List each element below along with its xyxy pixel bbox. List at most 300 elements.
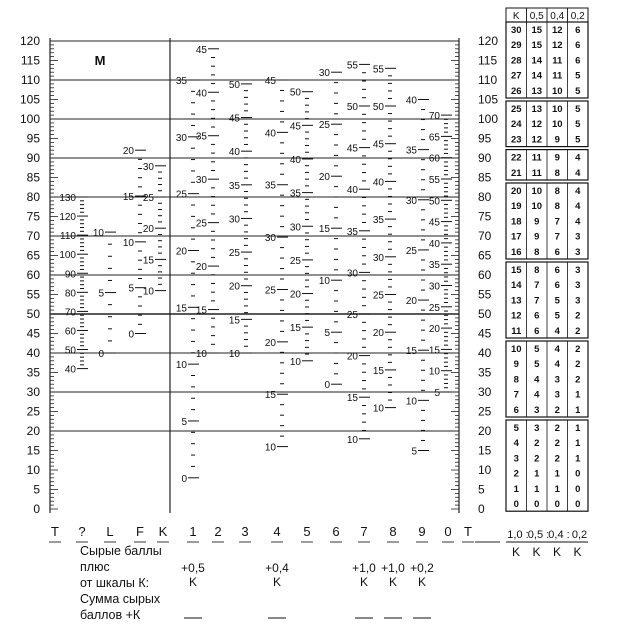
s8-scale-value: 50	[372, 102, 384, 113]
s3-scale-mark	[229, 248, 252, 279]
k-table-cell: 11	[531, 152, 542, 164]
k-table-cell: 9	[554, 152, 560, 164]
k-table-cell: 23	[510, 134, 522, 146]
s0-scale-mark	[429, 175, 452, 196]
footer-sum-line2: баллов +К	[80, 608, 141, 622]
column-label: 0	[444, 524, 452, 539]
s8-scale-value: 35	[372, 215, 384, 227]
k-table-cell: 1	[554, 483, 560, 495]
s2-scale-value: 25	[195, 218, 207, 230]
k-table-cell: 4	[534, 374, 540, 386]
k-table-cell: 1	[554, 468, 560, 480]
s3-scale-value: 20	[228, 281, 240, 293]
s2-scale-value: 45	[195, 44, 207, 56]
s7-scale-value: 15	[346, 393, 358, 405]
k-table-cell: 1	[575, 453, 581, 465]
s7-scale-mark	[347, 352, 370, 389]
footer-raw-scores	[80, 544, 162, 622]
s5-scale-mark	[290, 155, 313, 186]
scale-label-right: 0	[478, 502, 485, 516]
k-table-cell: 2	[575, 325, 581, 337]
s5-scale-mark	[290, 189, 313, 220]
k-table-cell: 30	[510, 25, 522, 36]
k-table-cell: 12	[510, 310, 522, 322]
k-table-cell: 4	[554, 344, 560, 355]
scale-label-right: 90	[478, 151, 492, 165]
k-table-cell: 1	[575, 438, 581, 450]
k-table-header: 0,2	[570, 11, 585, 22]
k-table-cell: 5	[575, 104, 581, 115]
k-table-cell: 7	[554, 231, 560, 243]
scale-label-right: 30	[478, 385, 492, 399]
s8-scale-value: 45	[372, 139, 384, 151]
s4-scale-value: 15	[264, 390, 276, 402]
k-table-cell: 5	[534, 359, 540, 371]
scale-label-right: 10	[478, 463, 492, 477]
s7-scale-value: 35	[346, 226, 358, 238]
k-scale-mark	[143, 255, 166, 284]
k-table-cell: 10	[551, 104, 563, 115]
k-table-cell: 3	[575, 280, 581, 292]
s5-scale-mark	[290, 121, 313, 152]
s0-scale-mark	[429, 324, 452, 345]
scale-label-right: 5	[478, 482, 485, 497]
s3-scale-value: 10	[228, 349, 240, 360]
s9-scale-mark	[406, 146, 429, 190]
s1-scale-mark	[176, 76, 199, 125]
s8-scale-mark	[373, 291, 396, 325]
s0-scale-value: 10	[428, 366, 440, 378]
s9-scale-value: 30	[405, 195, 417, 207]
s7-scale-mark	[347, 144, 370, 181]
s7-scale-value: 30	[346, 268, 358, 280]
footer-raw-line3: от шкалы К:	[80, 576, 150, 590]
s5-scale-value: 10	[289, 356, 301, 368]
s6-scale-mark	[319, 224, 342, 270]
s8-scale-value: 25	[372, 290, 384, 302]
k-table-cell: 0	[575, 499, 581, 510]
s5-scale-mark	[290, 323, 313, 354]
k-table-cell: 12	[531, 134, 543, 146]
k-table-cell: 2	[575, 344, 581, 355]
s5-scale-value: 15	[289, 323, 301, 335]
k-scale-value: 25	[142, 193, 154, 204]
s2-scale-value: 10	[195, 349, 207, 360]
scale-label-right: 35	[478, 365, 492, 380]
k-table-cell: 11	[552, 70, 563, 82]
plus-k-letter: K	[417, 575, 427, 589]
k-table-cell: 8	[513, 374, 519, 386]
s4-scale-mark	[265, 233, 288, 279]
s9-scale-value: 35	[405, 145, 417, 157]
scale-label-left: 120	[19, 34, 40, 48]
k-table-cell: 0	[534, 499, 540, 510]
plus-k-letter: K	[272, 575, 282, 589]
s0-scale-mark	[429, 282, 452, 303]
column-label: 3	[241, 524, 249, 539]
scale-label-left: 20	[26, 424, 40, 438]
k-table-cell: 2	[575, 374, 581, 386]
scale-label-left: 40	[26, 346, 40, 360]
k-table-cell: 7	[534, 280, 540, 292]
l-scale-value: 10	[92, 228, 104, 240]
s0-scale-value: 55	[428, 175, 440, 186]
k-table-cell: 13	[510, 295, 522, 307]
scale-label-left: 80	[26, 190, 40, 204]
k-table-cell: 22	[510, 152, 522, 164]
k-table-cell: 12	[551, 40, 563, 52]
k-table-cell: 11	[511, 325, 522, 337]
k-table-cell: 20	[510, 186, 522, 197]
scale-label-right: 60	[478, 268, 492, 282]
k-table-cell: 12	[551, 25, 563, 36]
s9-scale-mark	[406, 196, 429, 240]
k-table-cell: 4	[534, 389, 540, 401]
plus-k-letter: K	[188, 575, 198, 589]
f-scale-value: 20	[122, 146, 134, 158]
s0-scale-mark	[429, 196, 452, 217]
s8-scale-value: 10	[372, 403, 384, 415]
column-label: 7	[360, 524, 368, 539]
s9-scale-mark	[406, 96, 429, 140]
scale-label-right: 100	[478, 112, 499, 126]
s6-scale-mark	[319, 276, 342, 322]
column-label: 5	[303, 524, 311, 539]
s7-scale-mark	[347, 435, 370, 446]
s9-scale-mark	[411, 447, 429, 458]
k-table-cell: 4	[513, 438, 519, 450]
scale-label-left: 5	[33, 482, 40, 497]
s3-scale-mark	[229, 315, 252, 346]
k-table-cell: 10	[551, 85, 563, 97]
k-table-cell: 14	[531, 55, 543, 67]
s5-scale-mark	[290, 222, 313, 253]
k-table-cell: 24	[510, 119, 522, 131]
k-table-cell: 9	[513, 359, 519, 371]
s2-scale-value: 35	[195, 131, 207, 143]
k-table-cell: 2	[575, 310, 581, 322]
s4-scale-value: 10	[264, 442, 276, 454]
k-table-cell: 15	[510, 265, 522, 276]
scale-label-right: 50	[478, 307, 492, 321]
scale-label-left: 85	[26, 170, 40, 185]
column-label: F	[136, 524, 144, 539]
s6-scale-mark	[324, 328, 342, 374]
q-scale-value: 90	[64, 269, 76, 281]
scale-label-right: 45	[478, 326, 492, 341]
k-table-cell: 10	[510, 344, 522, 355]
s8-scale-value: 30	[372, 252, 384, 264]
s4-scale-value: 30	[264, 233, 276, 245]
s0-scale-value: 45	[428, 217, 440, 229]
s4-scale-value: 20	[264, 337, 276, 349]
s7-scale-mark	[347, 268, 370, 305]
s7-scale-value: 50	[346, 102, 358, 113]
k-table-cell: 1	[575, 423, 581, 434]
s8-scale-mark	[373, 140, 396, 174]
footer-raw-line2: плюс	[80, 560, 110, 574]
s8-scale-mark	[373, 328, 396, 362]
k-table-cell: 8	[554, 167, 560, 179]
s0-scale-value: 50	[428, 196, 440, 208]
s6-scale-value: 5	[324, 328, 330, 340]
k-table-cell: 5	[575, 85, 581, 97]
k-table-cell: 1	[575, 404, 581, 416]
k-table-cell: 4	[554, 359, 560, 371]
scale-label-left: 105	[19, 92, 40, 107]
s7-scale-mark	[347, 185, 370, 222]
s3-scale-value: 30	[228, 214, 240, 226]
s0-scale-mark	[429, 239, 452, 260]
s7-scale-value: 40	[346, 185, 358, 197]
k-table-cell: 15	[531, 25, 543, 36]
k-table-cell: 10	[531, 186, 543, 197]
s3-scale-mark	[229, 80, 252, 111]
plus-k-letter: K	[388, 575, 398, 589]
s7-scale-mark	[347, 60, 370, 97]
k-ratio-label: 0,2	[571, 529, 588, 541]
s6-scale-mark	[319, 172, 342, 218]
k-table-header: 0,5	[529, 11, 544, 22]
scale-label-left: 110	[20, 73, 40, 87]
s8-scale-mark	[373, 64, 396, 98]
column-label: T	[51, 524, 59, 539]
q-scale-mark	[59, 193, 88, 212]
s9-scale-value: 40	[405, 95, 417, 107]
s1-scale-mark	[181, 474, 199, 485]
s0-scale-mark	[429, 154, 452, 175]
q-scale-value: 60	[64, 326, 76, 338]
s1-scale-mark	[176, 360, 199, 409]
k-table-cell: 1	[513, 483, 519, 495]
k-table-cell: 15	[531, 40, 543, 52]
s6-scale-value: 20	[318, 172, 330, 184]
scale-label-left: 35	[26, 365, 40, 380]
s4-scale-value: 25	[264, 285, 276, 297]
s0-scale-value: 70	[428, 111, 440, 123]
s0-scale-mark	[429, 218, 452, 239]
s4-scale-mark	[265, 181, 288, 227]
s1-scale-value: 25	[175, 189, 187, 201]
s8-scale-value: 40	[372, 177, 384, 189]
l-scale-mark	[98, 349, 116, 360]
scale-label-right: 85	[478, 170, 492, 185]
column-label: 1	[189, 524, 197, 539]
k-scale-mark	[143, 162, 166, 191]
s0-scale-value: 65	[428, 132, 440, 144]
scale-label-right: 115	[478, 53, 498, 68]
k-table-cell: 29	[510, 40, 522, 52]
k-table-cell: 6	[575, 55, 581, 67]
k-table-cell: 12	[531, 119, 543, 131]
s2-scale-mark	[196, 132, 219, 171]
s6-scale-value: 15	[318, 224, 330, 236]
q-scale-mark	[65, 365, 88, 376]
k-table-cell: 0	[575, 483, 581, 495]
k-table-cell: 4	[575, 186, 581, 197]
k-table-header: 0,4	[550, 11, 565, 22]
q-scale-value: 70	[64, 307, 76, 319]
s5-scale-mark	[290, 290, 313, 321]
s4-scale-value: 35	[264, 180, 276, 192]
k-table-cell: 14	[510, 280, 522, 292]
s0-scale-value: 5	[434, 388, 440, 399]
k-table-cell: 7	[534, 295, 540, 307]
k-ratio-label: 0,4 :	[548, 529, 570, 541]
footer-sum-line1: Сумма сырых	[80, 592, 161, 606]
k-table-cell: 17	[510, 231, 522, 243]
s9-scale-value: 20	[405, 296, 417, 308]
l-scale-value: 0	[98, 349, 104, 360]
k-correction-table	[506, 8, 588, 559]
q-scale-mark	[65, 269, 88, 288]
s3-scale-value: 45	[228, 113, 240, 125]
s1-scale-value: 30	[175, 132, 187, 144]
k-table-cell: 3	[513, 453, 519, 465]
s9-scale-mark	[406, 396, 429, 440]
k-table-cell: 11	[552, 55, 563, 67]
k-table-cell: 3	[575, 246, 581, 258]
k-table-cell: 5	[554, 310, 560, 322]
s1-scale-mark	[181, 417, 199, 466]
q-scale-value: 40	[64, 364, 76, 376]
scale-label-right: 40	[478, 346, 492, 360]
k-table-cell: 2	[575, 359, 581, 371]
s7-scale-value: 10	[346, 434, 358, 446]
k-table-cell: 1	[534, 468, 540, 480]
k-table-cell: 21	[510, 167, 522, 179]
k-table-cell: 28	[510, 55, 522, 67]
k-table-cell: 27	[510, 70, 522, 82]
k-table-cell: 8	[534, 265, 540, 276]
f-scale-value: 5	[128, 283, 134, 295]
k-table-cell: 6	[554, 280, 560, 292]
q-scale-mark	[65, 288, 88, 307]
k-table-cell: 13	[531, 85, 543, 97]
s8-scale-mark	[373, 177, 396, 211]
k-table-cell: 11	[531, 167, 542, 179]
k-table-cell: 2	[554, 404, 560, 416]
k-table-cell: 6	[534, 310, 540, 322]
s3-scale-mark	[229, 282, 252, 313]
s1-scale-value: 0	[181, 473, 187, 485]
q-scale-value: 50	[64, 345, 76, 357]
column-label: L	[106, 524, 114, 539]
plus-k-letter: K	[359, 575, 369, 589]
k-ratio-label: 1,0 :	[507, 529, 529, 541]
scale-label-left: 0	[33, 502, 40, 516]
s3-scale-value: 40	[228, 147, 240, 159]
s6-scale-value: 0	[324, 380, 330, 392]
k-table-cell: 2	[554, 438, 560, 450]
q-scale-mark	[60, 231, 88, 250]
s4-scale-mark	[265, 443, 288, 454]
k-table-cell: 3	[575, 231, 581, 243]
k-table-cell: 4	[575, 152, 581, 164]
k-table-cell: 4	[575, 201, 581, 213]
k-table-cell: 1	[534, 483, 540, 495]
s7-scale-value: 20	[346, 351, 358, 363]
scale-label-left: 115	[20, 53, 40, 68]
k-table-cell: 0	[554, 499, 560, 510]
k-ratio-label: 0,5 :	[527, 529, 550, 541]
scale-label-left: 95	[26, 131, 40, 146]
s3-scale-mark	[229, 214, 252, 245]
q-scale-value: 120	[59, 212, 76, 224]
k-table-cell: 5	[575, 119, 581, 131]
s6-scale-mark	[324, 380, 342, 391]
f-scale-value: 10	[122, 237, 134, 249]
k-table-cell: 4	[554, 325, 560, 337]
s0-scale-mark	[429, 111, 452, 132]
s3-scale-mark	[229, 114, 252, 145]
s3-scale-value: 35	[228, 180, 240, 192]
s9-scale-value: 25	[405, 245, 417, 257]
s6-scale-value: 25	[318, 120, 330, 132]
s3-scale-value: 15	[228, 315, 240, 327]
s0-scale-value: 30	[428, 281, 440, 293]
s2-scale-mark	[196, 349, 219, 360]
k-table-cell: 2	[554, 423, 560, 434]
plus-k-value: +0,4	[265, 561, 289, 575]
l-scale-mark	[98, 289, 116, 341]
scale-label-right: 80	[478, 190, 492, 204]
scale-label-left: 50	[26, 307, 40, 321]
k-table-cell: 3	[534, 404, 540, 416]
s9-scale-value: 15	[405, 346, 417, 358]
k-table-cell: 3	[554, 374, 560, 386]
s4-scale-value: 40	[264, 128, 276, 140]
scale-label-left: 25	[26, 404, 40, 419]
column-label: K	[158, 524, 168, 539]
footer-raw-line1: Сырые баллы	[80, 544, 162, 558]
k-table-cell: 7	[554, 216, 560, 228]
plus-k-value: +0,2	[410, 561, 434, 575]
s2-scale-mark	[196, 306, 219, 345]
column-label: T	[464, 524, 472, 539]
k-table-cell: 2	[554, 453, 560, 465]
q-scale-mark	[65, 346, 88, 365]
k-table-cell: 6	[575, 25, 581, 36]
s0-scale-value: 40	[428, 238, 440, 250]
scale-label-left: 30	[26, 385, 40, 399]
s1-scale-value: 35	[175, 76, 187, 87]
s5-scale-value: 20	[289, 289, 301, 301]
k-table-cell: 13	[531, 104, 543, 115]
k-table-cell: 0	[513, 499, 519, 510]
plus-k-value: +0,5	[181, 561, 205, 575]
s3-scale-value: 25	[228, 248, 240, 260]
k-table-cell: 18	[510, 216, 522, 228]
scale-label-left: 75	[26, 209, 40, 224]
s0-scale-value: 25	[428, 302, 440, 314]
scale-label-right: 55	[478, 287, 492, 302]
s1-scale-value: 10	[175, 360, 187, 372]
scale-label-right: 25	[478, 404, 492, 419]
s1-scale-value: 15	[175, 303, 187, 315]
s2-scale-mark	[196, 219, 219, 258]
k-table-cell: 1	[575, 389, 581, 401]
k-table-cell: 25	[510, 104, 522, 115]
s8-scale-mark	[373, 215, 396, 249]
k-table-cell: 10	[551, 119, 563, 131]
scale-label-right: 65	[478, 248, 492, 263]
s5-scale-mark	[290, 357, 313, 368]
f-scale-mark	[128, 330, 146, 341]
k-table-cell: 10	[531, 201, 543, 213]
s3-scale-mark	[229, 349, 252, 360]
k-scale-mark	[143, 224, 166, 253]
